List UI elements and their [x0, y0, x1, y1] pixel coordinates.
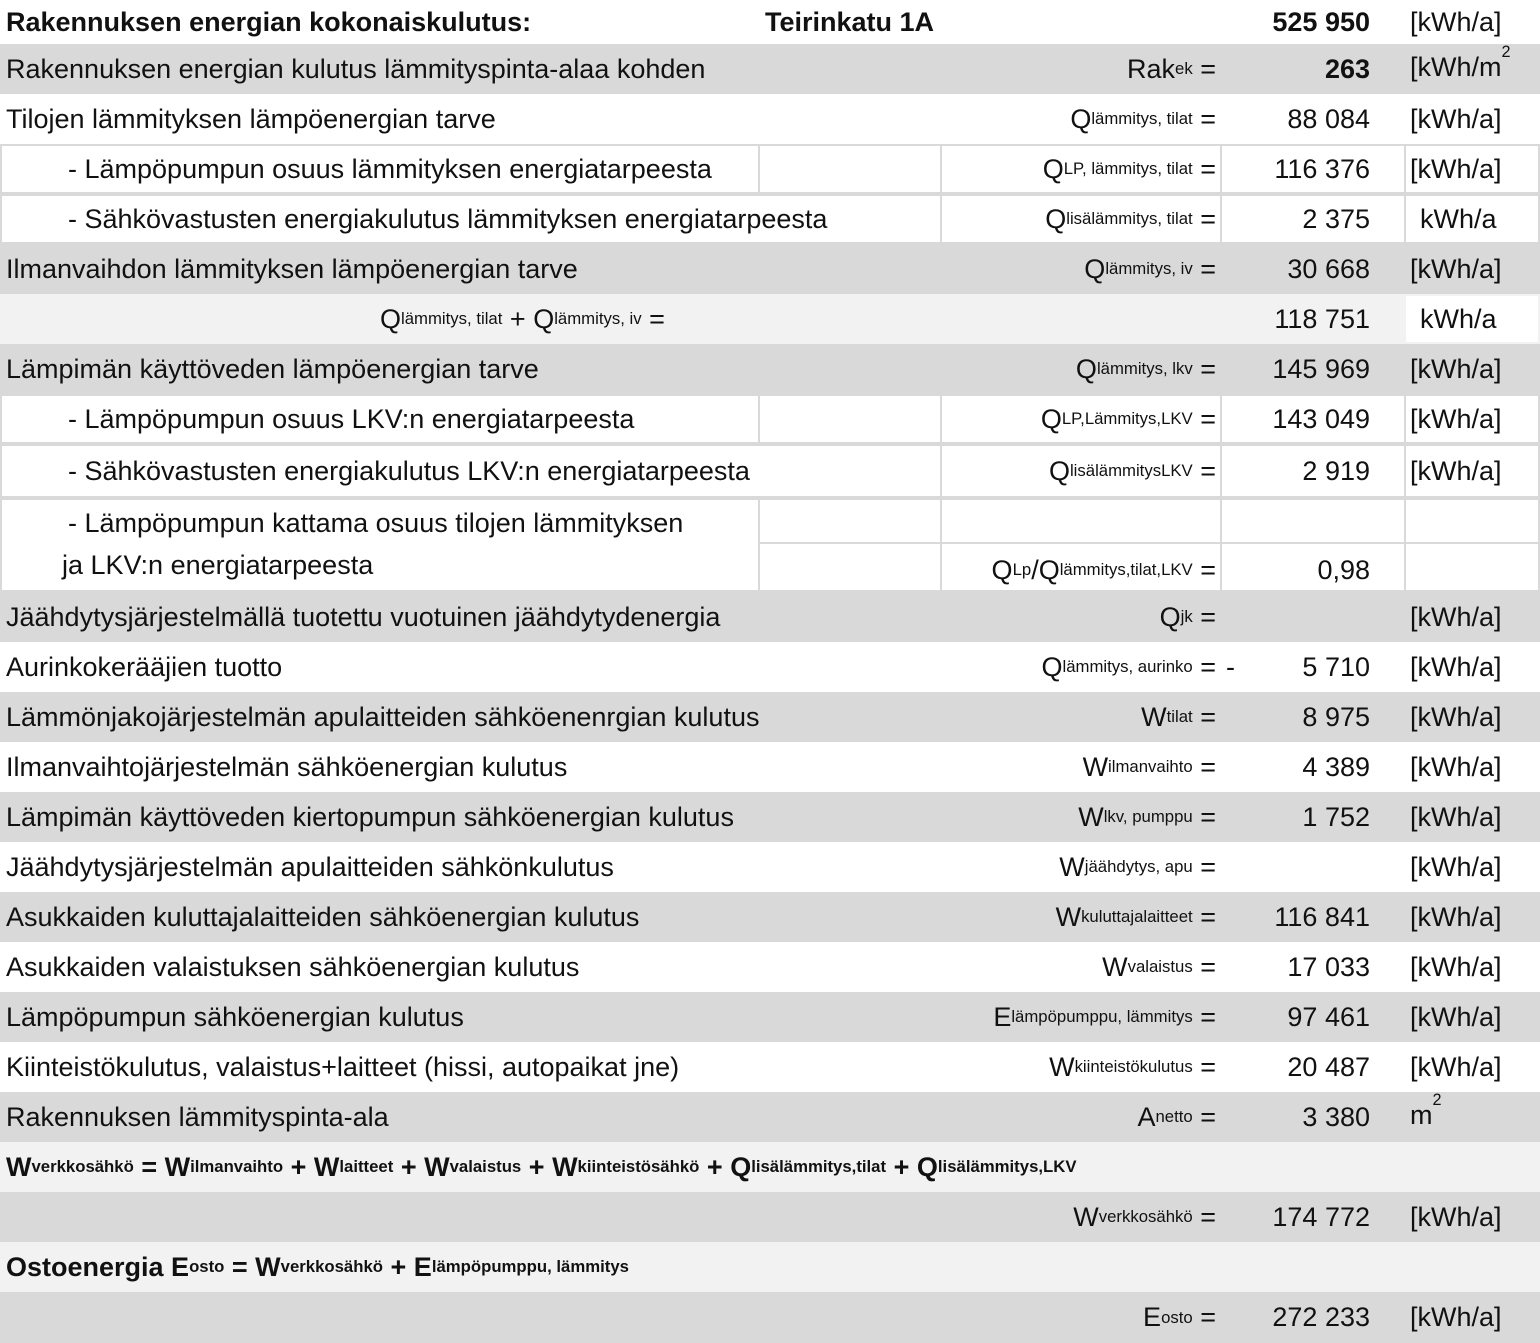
row-symbol: Q Lp / Q lämmitys,tilat,LKV = [991, 554, 1216, 585]
box [1404, 498, 1540, 544]
row-value: 118 751 [1274, 303, 1370, 334]
row-label: Ilmanvaihdon lämmityksen lämpöenergian tarve [6, 253, 578, 284]
box [758, 498, 942, 544]
box [1404, 542, 1540, 592]
row-a-netto [0, 1092, 1540, 1142]
row-value: 2 919 [1302, 455, 1370, 486]
row-label: Asukkaiden valaistuksen sähköenergian kulutus [6, 951, 580, 982]
row-value: 5 710 [1302, 651, 1370, 682]
row-q-jk [0, 592, 1540, 642]
row-label: Kiinteistökulutus, valaistus+laitteet (hissi, autopaikat jne) [6, 1051, 680, 1082]
row-e-lp [0, 992, 1540, 1042]
row-label: Lämpimän käyttöveden kiertopumpun sähköenergian kulutus [6, 801, 734, 832]
row-label: Lämpöpumpun sähköenergian kulutus [6, 1001, 464, 1032]
row-aurinko [0, 642, 1540, 692]
row-w-lkv [0, 792, 1540, 842]
row-w-result [0, 1192, 1540, 1242]
row-q-lisa-lkv [0, 444, 1540, 498]
row-label-line1: - Lämpöpumpun kattama osuus tilojen lämmityksen [68, 507, 684, 538]
formula-w: W verkkosähkö = W ilmanvaihto + W laitteet + W valaistus + W kiinteistösähkö + Q lisälämmitys,tilat + Q lisälämmitys,LKV [6, 1151, 1077, 1182]
row-lp-share [0, 498, 1540, 592]
row-q-iv [0, 244, 1540, 294]
row-label: - Sähkövastusten energiakulutus lämmityksen energiatarpeesta [68, 203, 828, 234]
header-total-unit: [kWh/a] [1410, 6, 1502, 37]
row-w-kul [0, 892, 1540, 942]
row-q-lkv [0, 344, 1540, 394]
formula-e-row [0, 1242, 1540, 1292]
row-unit: kWh/a [1420, 203, 1497, 234]
row-symbol: W verkkosähkö = [1073, 1201, 1216, 1232]
row-value: 8 975 [1302, 701, 1370, 732]
row-label: Tilojen lämmityksen lämpöenergian tarve [6, 103, 496, 134]
header-row [0, 0, 1540, 44]
row-label: Rakennuksen energian kulutus lämmityspinta-alaa kohden [6, 53, 706, 84]
row-symbol: Q lämmitys, lkv = [1075, 353, 1216, 384]
row-value: 2 375 [1302, 203, 1370, 234]
row-symbol: Q lämmitys, iv = [1084, 253, 1216, 284]
row-value: 3 380 [1302, 1101, 1370, 1132]
header-address: Teirinkatu 1A [765, 6, 935, 37]
row-unit: [kWh/a] [1410, 701, 1502, 732]
row-value: 0,98 [1317, 554, 1370, 585]
row-unit: [kWh/a] [1410, 403, 1502, 434]
row-unit: [kWh/a] [1410, 1001, 1502, 1032]
row-rak [0, 44, 1540, 94]
row-w-jaah [0, 842, 1540, 892]
row-unit: [kWh/a] [1410, 901, 1502, 932]
row-symbol: W kiinteistökulutus = [1049, 1051, 1216, 1082]
row-unit: [kWh/a] [1410, 651, 1502, 682]
row-label: - Sähkövastusten energiakulutus LKV:n energiatarpeesta [68, 455, 750, 486]
row-w-kiint [0, 1042, 1540, 1092]
row-label: Rakennuksen lämmityspinta-ala [6, 1101, 389, 1132]
formula-e: Ostoenergia E osto = W verkkosähkö + E lämpöpumppu, lämmitys [6, 1251, 629, 1282]
row-value: 174 772 [1272, 1201, 1370, 1232]
sum-formula: Q lämmitys, tilat + Q lämmitys, iv = [380, 303, 665, 334]
row-q-lisa-tilat [0, 194, 1540, 244]
row-unit: m 2 [1410, 1091, 1442, 1130]
row-label: - Lämpöpumpun osuus LKV:n energiatarpeesta [68, 403, 635, 434]
row-symbol: W valaistus = [1102, 951, 1216, 982]
row-symbol: A netto = [1137, 1101, 1216, 1132]
row-unit: [kWh/a] [1410, 751, 1502, 782]
row-value: 263 [1324, 53, 1370, 84]
row-value: 116 376 [1274, 153, 1370, 184]
row-symbol: Q lämmitys, tilat = [1070, 103, 1216, 134]
row-unit: [kWh/a] [1410, 1051, 1502, 1082]
row-minus: - [1226, 651, 1235, 682]
row-value: 143 049 [1272, 403, 1370, 434]
row-symbol: W jäähdytys, apu = [1059, 851, 1216, 882]
row-unit: [kWh/a] [1410, 455, 1502, 486]
row-unit: [kWh/a] [1410, 103, 1502, 134]
row-symbol: E osto = [1143, 1302, 1216, 1332]
row-symbol: Q LP,Lämmitys,LKV = [1040, 403, 1216, 434]
row-value: 97 461 [1287, 1001, 1370, 1032]
row-label: Lämmönjakojärjestelmän apulaitteiden sähköenenrgian kulutus [6, 701, 760, 732]
row-w-iv [0, 742, 1540, 792]
row-symbol: Q lisälämmitysLKV = [1048, 455, 1216, 486]
row-label: Asukkaiden kuluttajalaitteiden sähköenergian kulutus [6, 901, 640, 932]
row-value: 145 969 [1272, 353, 1370, 384]
row-symbol: Q lisälämmitys, tilat = [1045, 203, 1216, 234]
row-value: 116 841 [1274, 901, 1370, 932]
row-q-sum [0, 294, 1540, 344]
row-e-result [0, 1292, 1540, 1343]
row-unit: kWh/a [1420, 303, 1497, 334]
box [1220, 498, 1406, 544]
row-w-val [0, 942, 1540, 992]
row-unit: [kWh/a] [1410, 851, 1502, 882]
row-unit: [kWh/a] [1410, 253, 1502, 284]
row-label: Jäähdytysjärjestelmällä tuotettu vuotuinen jäähdytydenergia [6, 601, 721, 632]
row-unit: [kWh/m 2 [1410, 43, 1511, 82]
row-unit: [kWh/a] [1410, 801, 1502, 832]
row-value: 4 389 [1302, 751, 1370, 782]
row-unit: [kWh/a] [1410, 1302, 1502, 1332]
row-label: Jäähdytysjärjestelmän apulaitteiden sähkönkulutus [6, 851, 614, 882]
row-q-lp-lkv [0, 394, 1540, 444]
box [940, 498, 1222, 544]
box [758, 542, 942, 592]
box [758, 144, 942, 194]
row-label: Aurinkokerääjien tuotto [6, 651, 283, 682]
row-unit: [kWh/a] [1410, 153, 1502, 184]
header-total-value: 525 950 [1272, 6, 1370, 37]
row-value: 20 487 [1287, 1051, 1370, 1082]
row-label: - Lämpöpumpun osuus lämmityksen energiatarpeesta [68, 153, 712, 184]
row-symbol: W lkv, pumppu = [1078, 801, 1216, 832]
row-value: 30 668 [1287, 253, 1370, 284]
row-q-tilat [0, 94, 1540, 144]
row-symbol: Q lämmitys, aurinko = [1041, 651, 1216, 682]
box [1220, 542, 1406, 592]
row-symbol: W kuluttajalaitteet = [1055, 901, 1216, 932]
row-label: Ilmanvaihtojärjestelmän sähköenergian kulutus [6, 751, 568, 782]
header-title: Rakennuksen energian kokonaiskulutus: [6, 6, 532, 37]
row-symbol: Q LP, lämmitys, tilat = [1042, 153, 1216, 184]
row-value: 88 084 [1287, 103, 1370, 134]
row-value: 1 752 [1302, 801, 1370, 832]
row-symbol: Rak ek = [1127, 53, 1216, 84]
row-label: Lämpimän käyttöveden lämpöenergian tarve [6, 353, 539, 384]
box [758, 394, 942, 444]
row-w-tilat [0, 692, 1540, 742]
row-symbol: W tilat = [1141, 701, 1216, 732]
row-unit: [kWh/a] [1410, 601, 1502, 632]
row-value: 17 033 [1287, 951, 1370, 982]
row-value: 272 233 [1272, 1302, 1370, 1332]
row-unit: [kWh/a] [1410, 1201, 1502, 1232]
row-label-line2: ja LKV:n energiatarpeesta [62, 549, 374, 580]
row-symbol: W ilmanvaihto = [1082, 751, 1216, 782]
row-unit: [kWh/a] [1410, 353, 1502, 384]
row-unit: [kWh/a] [1410, 951, 1502, 982]
row-q-lp-tilat [0, 144, 1540, 194]
row-symbol: Q jk = [1159, 601, 1216, 632]
formula-w-row [0, 1142, 1540, 1192]
row-symbol: E lämpöpumppu, lämmitys = [993, 1001, 1216, 1032]
